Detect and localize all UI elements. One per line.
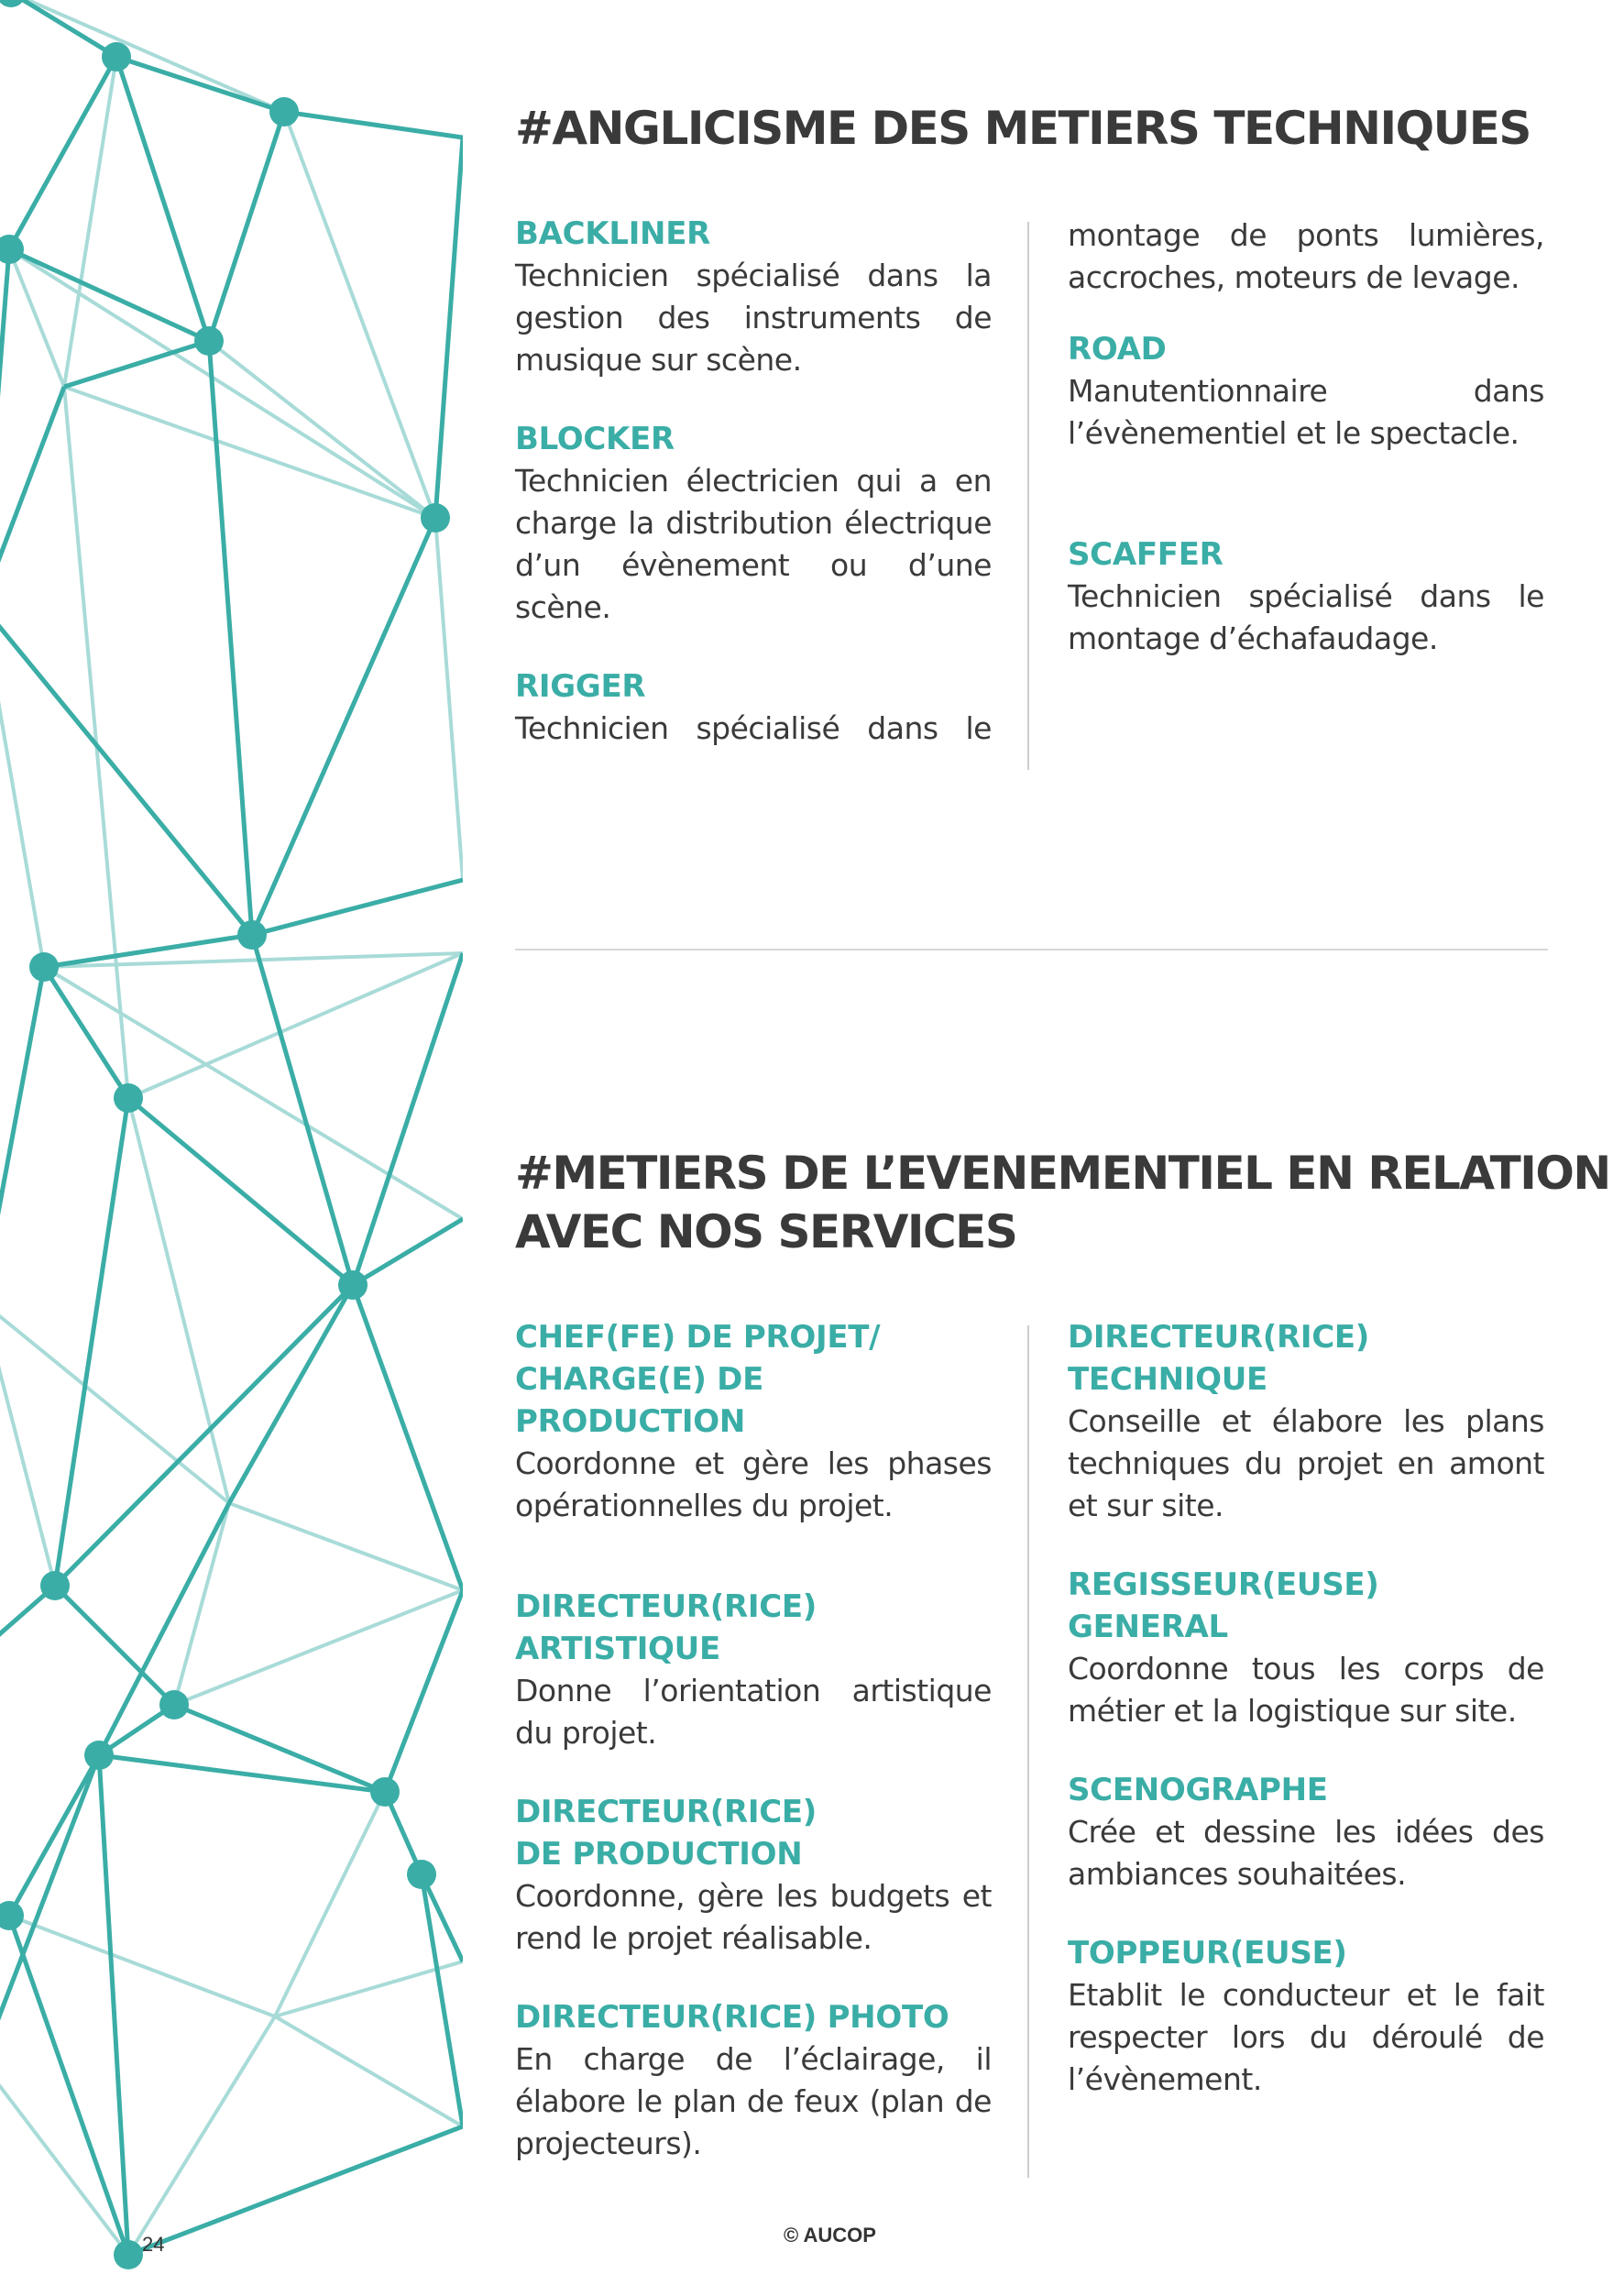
term-directeur-artistique: [515, 1586, 992, 1754]
network-line: [128, 1098, 353, 1285]
term-directeur-photo: [515, 1996, 992, 2165]
network-line: [64, 387, 435, 518]
term-rigger: [515, 665, 992, 750]
term-title: DIRECTEUR(RICE) DE PRODUCTION: [515, 1794, 817, 1873]
network-line: [128, 953, 463, 1098]
term-title: DIRECTEUR(RICE) TECHNIQUE: [1068, 1319, 1370, 1398]
term-chef-de-projet: [515, 1316, 992, 1527]
network-node: [159, 1690, 189, 1719]
network-line: [9, 1755, 99, 1916]
term-toppeur: [1068, 1932, 1544, 2101]
network-node: [84, 1741, 114, 1770]
term-title: RIGGER: [515, 668, 646, 705]
network-line: [44, 967, 463, 1219]
network-line: [128, 2016, 275, 2255]
section1-left-column: [515, 213, 992, 786]
term-backliner: [515, 213, 992, 381]
term-definition: Coordonne tous les corps de métier et la logistique sur site.: [1068, 1651, 1544, 1729]
network-line: [0, 1302, 55, 1586]
term-title: ROAD: [1068, 331, 1167, 368]
term-title: TOPPEUR(EUSE): [1068, 1935, 1347, 1972]
network-line: [353, 1285, 463, 1590]
network-node: [421, 503, 450, 533]
term-scenographe: [1068, 1769, 1544, 1895]
term-definition: Coordonne et gère les phases opérationnelles du projet.: [515, 1445, 992, 1523]
network-line: [11, 0, 116, 57]
network-line: [252, 935, 353, 1285]
term-definition: Donne l’orientation artistique du projet.: [515, 1673, 992, 1751]
network-line: [252, 880, 463, 935]
term-definition: Technicien spécialisé dans le: [515, 710, 992, 746]
network-line: [44, 967, 128, 1098]
network-node: [269, 97, 299, 126]
network-line: [385, 1590, 463, 1792]
network-line: [252, 518, 435, 935]
section1-right-column: [1068, 214, 1544, 697]
network-line: [0, 387, 64, 605]
term-title: SCAFFER: [1068, 536, 1223, 573]
term-definition: Technicien électricien qui a en charge la distribution électrique d’un évènement ou d’une scène.: [515, 463, 992, 625]
term-directeur-technique: [1068, 1316, 1544, 1527]
network-line: [55, 1285, 353, 1586]
term-title: BACKLINER: [515, 215, 711, 252]
term-definition: Manutentionnaire dans l’évènementiel et le spectacle.: [1068, 373, 1544, 451]
network-line: [284, 112, 463, 137]
term-regisseur-general: [1068, 1564, 1544, 1732]
section-heading-anglicisme: #ANGLICISME DES METIERS TECHNIQUES: [515, 102, 1531, 155]
term-title: REGISSEUR(EUSE) GENERAL: [1068, 1566, 1379, 1645]
term-definition: Etablit le conducteur et le fait respecter lors du déroulé de l’évènement.: [1068, 1977, 1544, 2097]
network-node: [407, 1860, 436, 1889]
network-line: [435, 137, 463, 518]
network-line: [64, 341, 209, 387]
term-definition: En charge de l’éclairage, il élabore le plan de feux (plan de projecteurs).: [515, 2041, 992, 2161]
term-rigger-continuation: [1068, 214, 1544, 299]
network-line: [0, 1302, 229, 1503]
column-divider: [1027, 1325, 1029, 2178]
network-line: [422, 1874, 463, 2126]
network-node: [0, 0, 26, 7]
term-title: BLOCKER: [515, 421, 675, 457]
network-node: [0, 1901, 24, 1930]
term-definition: Crée et dessine les idées des ambiances souhaitées.: [1068, 1814, 1544, 1892]
term-title: DIRECTEUR(RICE) PHOTO: [515, 1999, 949, 2036]
network-line: [275, 1961, 463, 2016]
network-line: [229, 1503, 463, 1590]
network-line: [55, 1098, 128, 1586]
network-node: [194, 326, 224, 356]
network-line: [9, 1916, 275, 2016]
network-node: [370, 1777, 400, 1807]
network-node: [0, 235, 24, 264]
network-line: [275, 1792, 385, 2016]
page-number: 24: [142, 2233, 165, 2256]
network-line: [353, 953, 463, 1285]
term-title: CHEF(FE) DE PROJET/ CHARGE(E) DE PRODUCTION: [515, 1319, 881, 1440]
term-title: DIRECTEUR(RICE) ARTISTIQUE: [515, 1588, 817, 1667]
network-node: [237, 920, 267, 950]
term-directeur-production: [515, 1791, 992, 1960]
term-definition: montage de ponts lumières, accroches, moteurs de levage.: [1068, 217, 1544, 295]
network-node: [29, 952, 59, 982]
section2-right-column: [1068, 1316, 1544, 2137]
network-line: [209, 112, 284, 341]
term-title: SCENOGRAPHE: [1068, 1772, 1328, 1808]
network-line: [128, 2126, 463, 2255]
term-blocker: [515, 418, 992, 629]
network-line: [116, 57, 209, 341]
network-line: [174, 1503, 229, 1705]
section2-left-column: [515, 1316, 992, 2202]
network-line: [0, 605, 252, 935]
network-line: [435, 518, 463, 880]
term-definition: Conseille et élabore les plans techniques du projet en amont et sur site.: [1068, 1403, 1544, 1523]
network-line: [209, 341, 252, 935]
network-line: [174, 1590, 463, 1705]
term-definition: Technicien spécialisé dans la gestion des instruments de musique sur scène.: [515, 258, 992, 378]
network-node: [114, 1083, 143, 1113]
network-line: [275, 2016, 463, 2126]
term-road: [1068, 328, 1544, 455]
network-line: [116, 57, 284, 112]
network-node: [40, 1571, 70, 1600]
network-pattern-decoration: [0, 0, 463, 2274]
term-definition: Technicien spécialisé dans le montage d’échafaudage.: [1068, 578, 1544, 656]
network-line: [128, 1098, 229, 1503]
network-line: [0, 2062, 128, 2255]
section-heading-metiers: [515, 1144, 1610, 1261]
network-node: [338, 1270, 368, 1300]
network-line: [0, 605, 44, 967]
network-line: [0, 967, 44, 1302]
term-scaffer: [1068, 533, 1544, 660]
network-node: [102, 42, 131, 71]
term-definition: Coordonne, gère les budgets et rend le projet réalisable.: [515, 1878, 992, 1956]
column-divider: [1027, 222, 1029, 770]
heading-line-2: AVEC NOS SERVICES: [515, 1205, 1017, 1258]
section-separator: [515, 949, 1548, 950]
copyright: © AUCOP: [784, 2224, 876, 2247]
heading-line-1: #METIERS DE L’EVENEMENTIEL EN RELATION: [515, 1147, 1610, 1200]
network-node: [114, 2240, 143, 2269]
